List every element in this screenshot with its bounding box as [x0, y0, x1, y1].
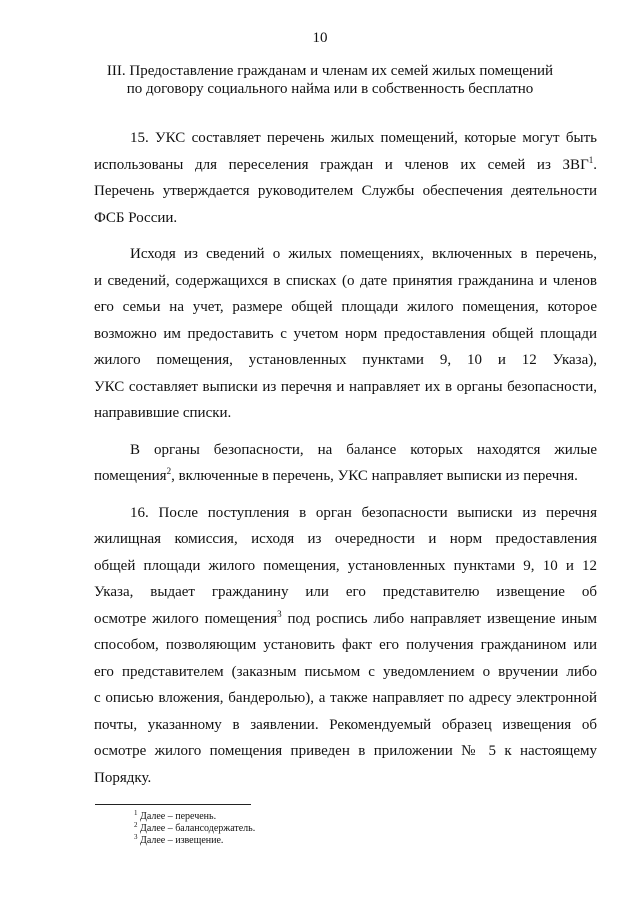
text-line: Исходя из сведений о жилых помещениях, включенных в перечень, — [130, 246, 597, 262]
section-heading — [90, 62, 570, 98]
text-line: жилищная комиссия, исходя из очередности и норм предоставления — [94, 531, 597, 547]
body-text — [94, 125, 597, 801]
text-fragment: , включенные в перечень, УКС направляет выписки из перечня. — [171, 468, 578, 484]
text-line: его представителем (заказным письмом с уведомлением о вручении либо — [94, 663, 597, 680]
footnote — [134, 835, 255, 847]
text-line: УКС составляет выписки из перечня и направляет их в органы безопасности, — [94, 378, 597, 395]
text-fragment: помещения — [94, 468, 167, 484]
section-heading-line: III. Предоставление гражданам и членам их семей жилых помещений — [106, 63, 554, 79]
text-line: 16. После поступления в орган безопасности выписки из перечня — [130, 504, 597, 521]
paragraph-sources — [94, 241, 597, 427]
text-line — [94, 152, 597, 179]
footnote — [134, 811, 255, 823]
text-line: способом, позволяющим установить факт его получения гражданином или — [94, 637, 597, 653]
text-line: почты, указанному в заявлении. Рекомендуемый образец извещения об — [94, 716, 597, 733]
page-number: 10 — [312, 30, 328, 46]
text-fragment: . — [593, 156, 597, 173]
text-line: Перечень утверждается руководителем Службы обеспечения деятельности — [94, 183, 597, 199]
text-line: его семьи на учет, размере общей площади жилого помещения, которое — [94, 299, 597, 315]
text-line: с описью вложения, бандеролью), а также направляет по адресу электронной — [94, 690, 597, 706]
footnote-separator — [95, 804, 251, 805]
footnote-text: Далее – извещение. — [137, 835, 224, 846]
footnote-ref: 3 — [277, 608, 282, 619]
text-line: В органы безопасности, на балансе которых находятся жилые — [130, 441, 597, 458]
text-line: осмотре жилого помещения приведен в приложении № 5 к настоящему — [94, 743, 597, 759]
footnote-text: Далее – перечень. — [137, 811, 217, 822]
text-fragment: использованы для переселения граждан и членов их семей из ЗВГ — [94, 156, 589, 173]
footnote-mark: 1 — [134, 809, 138, 817]
text-line: и сведений, содержащихся в списках (о дате принятия гражданина и членов — [94, 272, 597, 289]
text-line: 15. УКС составляет перечень жилых помещений, которые могут быть — [130, 130, 597, 146]
footnote-ref: 2 — [166, 466, 172, 476]
footnote-mark: 3 — [134, 833, 138, 841]
text-line: Указа, выдает гражданину или его представителю извещение об — [94, 584, 597, 600]
text-line: общей площади жилого помещения, установленных пунктами 9, 10 и 12 — [94, 557, 597, 574]
text-line — [94, 463, 597, 490]
paragraph-16 — [94, 500, 597, 792]
paragraph-15 — [94, 125, 597, 231]
footnote-text: Далее – балансодержатель. — [137, 823, 256, 834]
section-heading-line: по договору социального найма или в собственность бесплатно — [126, 81, 534, 97]
footnote-ref: 1 — [588, 154, 594, 165]
footnotes — [134, 811, 255, 847]
text-fragment: осмотре жилого помещения — [94, 610, 278, 627]
paragraph-balance-holders — [94, 437, 597, 490]
text-line: жилого помещения, установленных пунктами 9, 10 и 12 Указа), — [94, 352, 597, 368]
text-line: направившие списки. — [94, 405, 232, 421]
text-line — [94, 606, 597, 633]
footnote-mark: 2 — [134, 821, 138, 829]
text-line: Порядку. — [94, 769, 152, 786]
text-line: возможно им предоставить с учетом норм предоставления общей площади — [94, 325, 597, 342]
text-fragment: под роспись либо направляет извещение иным — [281, 610, 597, 627]
footnote — [134, 823, 255, 835]
text-line: ФСБ России. — [94, 209, 178, 226]
